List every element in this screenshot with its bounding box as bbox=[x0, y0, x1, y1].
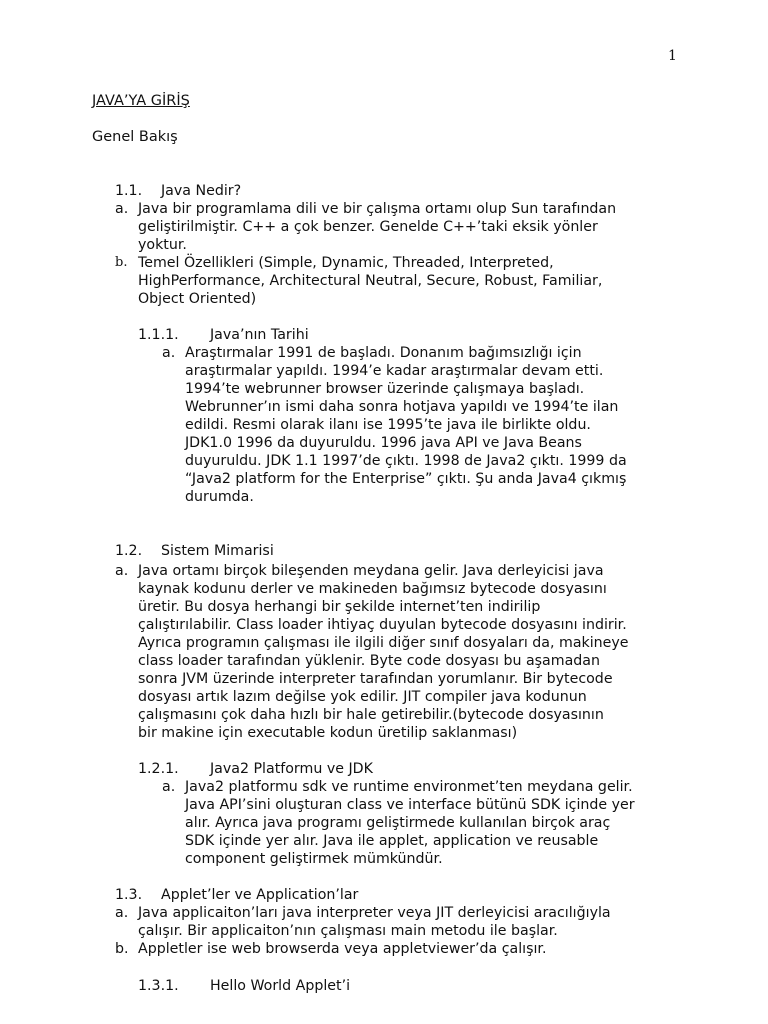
section-heading-1-3-1 bbox=[138, 959, 350, 995]
list-marker: b. bbox=[115, 255, 128, 270]
list-item-text: Appletler ise web browserda veya appletviewer’da çalışır. bbox=[138, 941, 547, 957]
list-item-text: Java bir programlama dili ve bir çalışma ortamı olup Sun tarafından geliştirilmiştir. C++ a çok benzer. Genelde C++’taki eksik yönler yoktur. bbox=[138, 201, 617, 253]
list-marker: a. bbox=[162, 345, 176, 361]
section-heading-1-2-1 bbox=[138, 742, 373, 778]
list-marker: a. bbox=[162, 779, 176, 795]
section-title: Java2 Platformu ve JDK bbox=[210, 761, 373, 777]
section-title: Hello World Applet’i bbox=[210, 978, 351, 994]
list-marker: a. bbox=[115, 563, 129, 579]
list-item-text: Araştırmalar 1991 de başladı. Donanım bağımsızlığı için araştırmalar yapıldı. 1994’e kadar araştırmalar devam etti. 1994’te webrunner browser üzerinde çalışmaya başladı. Webrunner’ın ismi daha sonra hotjava yapıldı ve 1994’te ilan edildi. Resmi olarak ilanı ise 1995’te java ile birlikte oldu. JDK1.0 1996 da duyuruldu. 1996 java API ve Java Beans duyuruldu. JDK 1.1 1997’de çıktı. 1998 de Java2 çıktı. 1999 da “Java2 platform for the Enterprise” çıktı. Şu anda Java4 çıkmış durumda. bbox=[185, 345, 627, 505]
list-marker: a. bbox=[115, 905, 129, 921]
section-number: 1.3. bbox=[115, 887, 143, 903]
section-title: Java Nedir? bbox=[161, 183, 242, 199]
section-title: Applet’ler ve Application’lar bbox=[161, 887, 359, 903]
list-item-text: Java2 platformu sdk ve runtime environmet’ten meydana gelir. Java API’sini oluşturan class ve interface bütünü SDK içinde yer alır. Ayrıca java programı geliştirmede kullanılan birçok araç SDK içinde yer alır. Java ile applet, application ve reusable component geliştirmek mümkündür. bbox=[185, 779, 635, 867]
section-heading-1-1 bbox=[115, 164, 241, 200]
section-title: Java’nın Tarihi bbox=[210, 327, 309, 343]
list-item-text: Java ortamı birçok bileşenden meydana gelir. Java derleyicisi java kaynak kodunu derler ve makineden bağımsız bytecode dosyasını üretir. Bu dosya herhangi bir şekilde internet’ten indirilip çalıştırılabilir. Class loader ihtiyaç duyulan bytecode dosyasını indirir. Ayrıca programın çalışması ile ilgili diğer sınıf dosyaları da, makineye class loader tarafından yüklenir. Byte code dosyası bu aşamadan sonra JVM üzerinde interpreter tarafından yorumlanır. Bir bytecode dosyası artık lazım değilse yok edilir. JIT compiler java kodunun çalışmasını çok daha hızlı bir hale getirebilir.(bytecode dosyasının bir makine için executable kodun üretilip saklanması) bbox=[138, 563, 629, 741]
document-title: JAVA’YA GİRİŞ bbox=[92, 93, 190, 109]
list-item-text: Temel Özellikleri (Simple, Dynamic, Threaded, Interpreted, HighPerformance, Architectural Neutral, Secure, Robust, Familiar, Object Oriented) bbox=[138, 255, 603, 307]
page-number: 1 bbox=[668, 48, 677, 64]
section-number: 1.1. bbox=[115, 183, 143, 199]
section-title: Sistem Mimarisi bbox=[161, 543, 274, 559]
overview-heading: Genel Bakış bbox=[92, 129, 178, 145]
list-item-text: Java applicaiton’ları java interpreter veya JIT derleyicisi aracılığıyla çalışır. Bir applicaiton’nın çalışması main metodu ile başlar. bbox=[138, 905, 611, 939]
list-marker: b. bbox=[115, 941, 129, 957]
section-heading-1-3 bbox=[115, 868, 358, 904]
section-number: 1.3.1. bbox=[138, 978, 179, 994]
section-number: 1.2. bbox=[115, 543, 143, 559]
section-heading-1-1-1 bbox=[138, 308, 309, 344]
section-number: 1.1.1. bbox=[138, 327, 179, 343]
section-number: 1.2.1. bbox=[138, 761, 179, 777]
list-marker: a. bbox=[115, 201, 129, 217]
section-heading-1-2 bbox=[115, 524, 274, 560]
